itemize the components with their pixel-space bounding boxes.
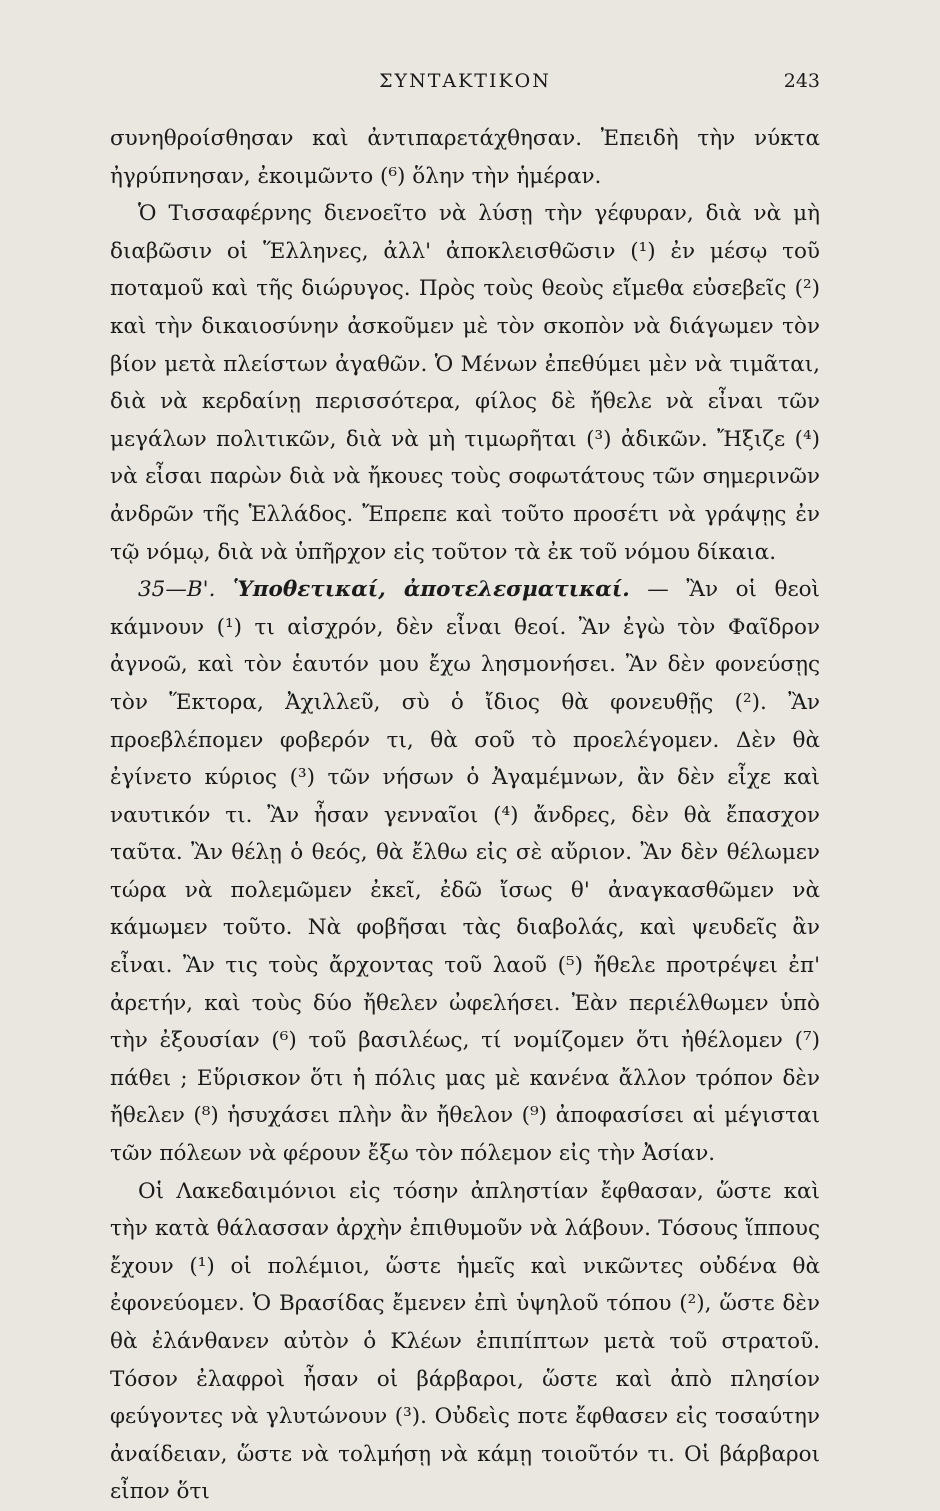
body-text xyxy=(110,120,820,1511)
section-label: 35—Β'. xyxy=(138,577,216,603)
section-heading: Ὑποθετικαί, ἀποτελεσματικαί. xyxy=(232,577,630,603)
section-text: — Ἂν οἱ θεοὶ κάμνουν (¹) τι αἰσχρόν, δὲν εἶναι θεοί. Ἂν ἐγὼ τὸν Φαῖδρον ἀγνοῶ, καὶ τὸν ἑαυτόν μου ἔχω λησμονήσει. Ἂν δὲν φονεύσῃς τὸν Ἕκτορα, Ἀχιλλεῦ, σὺ ὁ ἴδιος θὰ φονευθῇς (²). Ἂν προεβλέπομεν φοβερόν τι, θὰ σοῦ τὸ προελέγομεν. Δὲν θὰ ἐγίνετο κύριος (³) τῶν νήσων ὁ Ἀγαμέμνων, ἂν δὲν εἶχε καὶ ναυτικόν τι. Ἂν ἦσαν γενναῖοι (⁴) ἄνδρες, δὲν θὰ ἔπασχον ταῦτα. Ἂν θέλῃ ὁ θεός, θὰ ἔλθω εἰς σὲ αὔριον. Ἂν δὲν θέλωμεν τώρα νὰ πολεμῶμεν ἐκεῖ, ἐδῶ ἴσως θ' ἀναγκασθῶμεν νὰ κάμωμεν τοῦτο. Νὰ φοβῆσαι τὰς διαβολάς, καὶ ψευδεῖς ἂν εἶναι. Ἂν τις τοὺς ἄρχοντας τοῦ λαοῦ (⁵) ἤθελε προτρέψει ἐπ' ἀρετήν, καὶ τοὺς δύο ἤθελεν ὠφελήσει. Ἐὰν περιέλθωμεν ὑπὸ τὴν ἐξουσίαν (⁶) τοῦ βασιλέως, τί νομίζομεν ὅτι ἠθέλομεν (⁷) πάθει ; Εὕρισκον ὅτι ἡ πόλις μας μὲ κανένα ἄλλον τρόπον δὲν ἤθελεν (⁸) ἡσυχάσει πλὴν ἂν ἤθελον (⁹) ἀποφασίσει αἱ μέγισται τῶν πόλεων νὰ φέρουν ἔξω τὸν πόλεμον εἰς τὴν Ἀσίαν. xyxy=(110,577,820,1167)
section-paragraph xyxy=(110,571,820,1173)
closing-paragraph: Οἱ Λακεδαιμόνιοι εἰς τόσην ἀπληστίαν ἔφθασαν, ὥστε καὶ τὴν κατὰ θάλασσαν ἀρχὴν ἐπιθυμοῦν νὰ λάβουν. Τόσους ἵππους ἔχουν (¹) οἱ πολέμιοι, ὥστε ἡμεῖς καὶ νικῶντες οὐδένα θὰ ἐφονεύομεν. Ὁ Βρασίδας ἔμενεν ἐπὶ ὑψηλοῦ τόπου (²), ὥστε δὲν θὰ ἐλάνθανεν αὐτὸν ὁ Κλέων ἐπιπίπτων μετὰ τοῦ στρατοῦ. Τόσον ἐλαφροὶ ἦσαν οἱ βάρβαροι, ὥστε καὶ ἀπὸ πλησίον φεύγοντες νὰ γλυτώνουν (³). Οὐδεὶς ποτε ἔφθασεν εἰς τοσαύτην ἀναίδειαν, ὥστε νὰ τολμήσῃ νὰ κάμῃ τοιοῦτόν τι. Οἱ βάρβαροι εἶπον ὅτι xyxy=(110,1178,820,1505)
paragraph: Ὁ Τισσαφέρνης διενοεῖτο νὰ λύσῃ τὴν γέφυραν, διὰ νὰ μὴ διαβῶσιν οἱ Ἕλληνες, ἀλλ' ἀποκλεισθῶσιν (¹) ἐν μέσῳ τοῦ ποταμοῦ καὶ τῆς διώρυγος. Πρὸς τοὺς θεοὺς εἴμεθα εὐσεβεῖς (²) καὶ τὴν δικαιοσύνην ἀσκοῦμεν μὲ τὸν σκοπὸν νὰ διάγωμεν τὸν βίον μετὰ πλείστων ἀγαθῶν. Ὁ Μένων ἐπεθύμει μὲν νὰ τιμᾶται, διὰ νὰ κερδαίνῃ περισσότερα, φίλος δὲ ἤθελε νὰ εἶναι τῶν μεγάλων πολιτικῶν, διὰ νὰ μὴ τιμωρῆται (³) ἀδικῶν. Ἤξιζε (⁴) νὰ εἶσαι παρὼν διὰ νὰ ἤκουες τοὺς σοφωτάτους τῶν σημερινῶν ἀνδρῶν τῆς Ἑλλάδος. Ἔπρεπε καὶ τοῦτο προσέτι νὰ γράψῃς ἐν τῷ νόμῳ, διὰ νὰ ὑπῆρχον εἰς τοῦτον τὰ ἐκ τοῦ νόμου δίκαια. xyxy=(110,201,820,565)
page-header xyxy=(110,70,820,106)
page-number: 243 xyxy=(783,70,820,92)
paragraph-continued: συνηθροίσθησαν καὶ ἀντιπαρετάχθησαν. Ἐπειδὴ τὴν νύκτα ἠγρύπνησαν, ἐκοιμῶντο (⁶) ὅλην τὴν ἡμέραν. xyxy=(110,126,820,189)
running-title: ΣΥΝΤΑΚΤΙΚΟΝ xyxy=(379,70,551,92)
